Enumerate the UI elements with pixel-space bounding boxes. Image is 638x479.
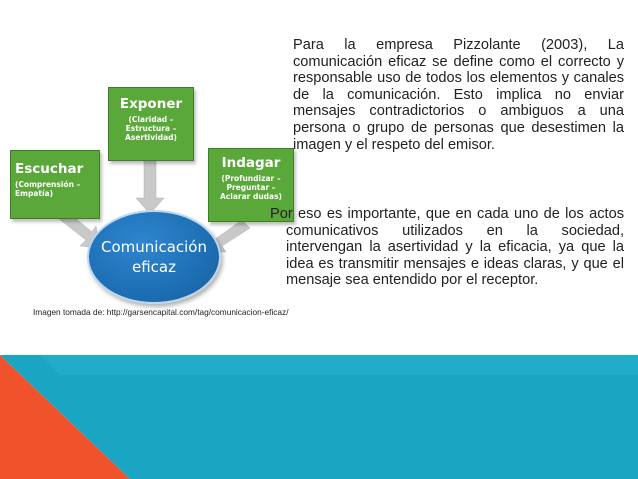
exponer-subtitle: (Claridad – Estructura – Asertividad)	[125, 115, 177, 142]
center-line1: Comunicación	[101, 238, 207, 256]
paragraph-importance: Por eso es importante, que en cada uno de los actos comunicativos utilizados en la sociedad, intervengan la asertividad y la eficacia, ya que la idea es transmitir mensajes e ideas claras, y que el mensaje sea entendido por el receptor.	[270, 206, 624, 289]
indagar-title: Indagar	[221, 155, 281, 171]
escuchar-subtitle: (Comprensión – Empatía)	[15, 180, 81, 198]
exponer-box	[108, 87, 194, 161]
center-line2: eficaz	[132, 258, 176, 276]
paragraph-definition: Para la empresa Pizzolante (2003), La comunicación eficaz se define como el correcto y responsable uso de todos los elementos y canales de la comunicación. Esto implica no enviar mensajes contradictorios o ambiguos a una persona o grupo de personas que desestimen la imagen y el respeto del emisor.	[293, 37, 624, 153]
image-credit: Imagen tomada de: http://garsencapital.com/tag/comunicacion-eficaz/	[33, 307, 289, 317]
escuchar-box	[10, 150, 100, 219]
comunicacion-eficaz-ellipse	[87, 210, 221, 304]
escuchar-title: Escuchar	[15, 161, 84, 177]
exponer-title: Exponer	[119, 96, 183, 112]
indagar-subtitle: (Profundizar – Preguntar – Aclarar dudas)	[220, 174, 282, 201]
arrow-exponer	[136, 160, 164, 214]
